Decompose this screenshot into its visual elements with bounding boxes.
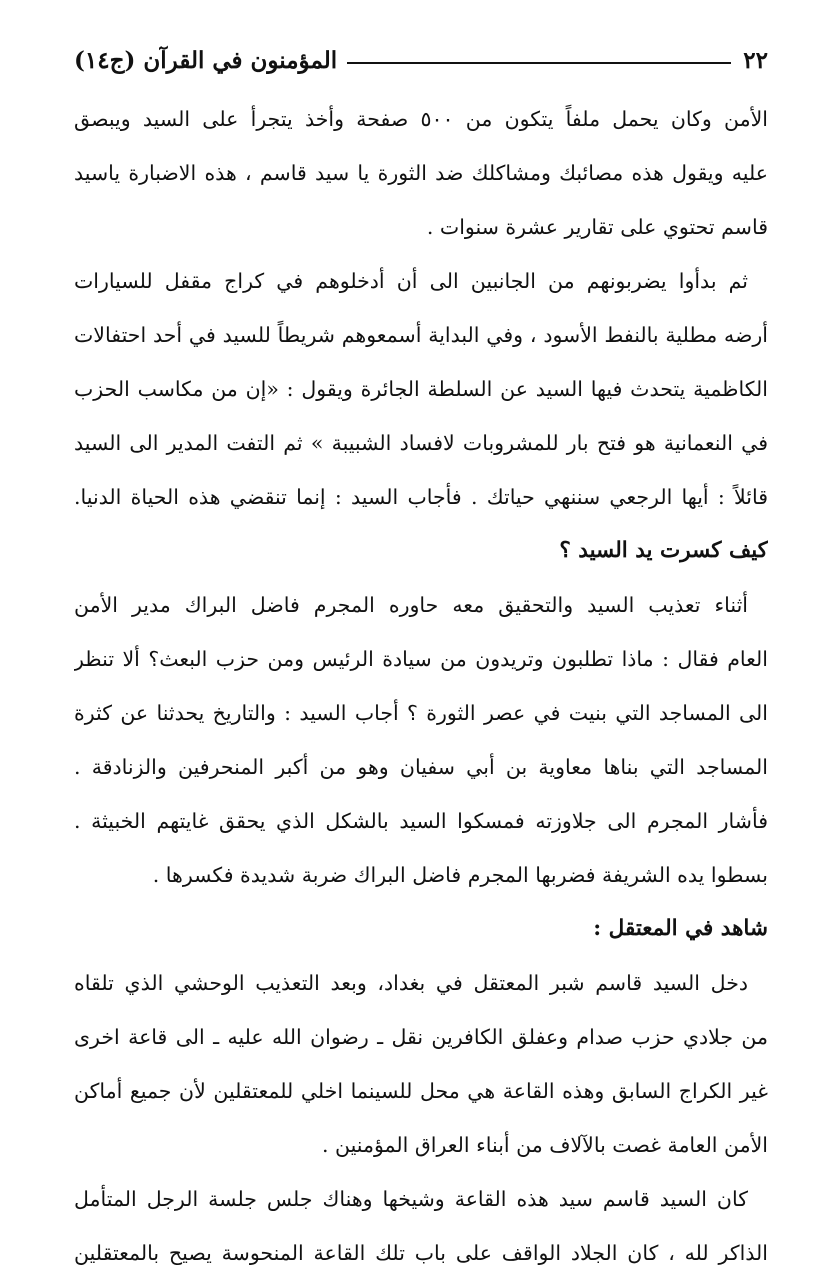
text-line: الأمن العامة غصت بالآلاف من أبناء العراق المؤمنين . — [321, 1133, 768, 1157]
section-heading: شاهد في المعتقل : — [593, 916, 768, 941]
text-line: غير الكراج السابق وهذه القاعة هي محل للسينما اخلي للمعتقلين لأن جميع أماكن — [74, 1079, 768, 1103]
text-line: أرضه مطلية بالنفط الأسود ، وفي البداية أسمعوهم شريطاً للسيد في أحد احتفالات — [74, 323, 768, 347]
text-line: قائلاً : أيها الرجعي سننهي حياتك . فأجاب السيد : إنما تنقضي هذه الحياة الدنيا. — [74, 485, 768, 509]
text-line: في النعمانية هو فتح بار للمشروبات لافساد الشبيبة » ثم التفت المدير الى السيد — [74, 431, 768, 455]
section-heading: كيف كسرت يد السيد ؟ — [559, 538, 768, 563]
text-line: فأشار المجرم الى جلاوزته فمسكوا السيد بالشكل الذي يحقق غايتهم الخبيثة . — [74, 809, 768, 833]
running-title: المؤمنون في القرآن (ج١٤) — [74, 46, 338, 74]
text-line: الأمن وكان يحمل ملفاً يتكون من ٥٠٠ صفحة وأخذ يتجرأ على السيد ويبصق — [74, 107, 768, 131]
header-rule — [347, 62, 731, 64]
text-line: عليه ويقول هذه مصائبك ومشاكلك ضد الثورة يا سيد قاسم ، هذه الاضبارة ياسيد — [74, 161, 768, 185]
text-line: كان السيد قاسم سيد هذه القاعة وشيخها وهناك جلس جلسة الرجل المتأمل — [74, 1187, 748, 1211]
text-line: المساجد التي بناها معاوية بن أبي سفيان وهو من أكبر المنحرفين والزنادقة . — [74, 755, 768, 779]
text-line: الكاظمية يتحدث فيها السيد عن السلطة الجائرة ويقول : «إن من مكاسب الحزب — [74, 377, 768, 401]
text-line: بسطوا يده الشريفة فضربها المجرم فاضل البراك ضربة شديدة فكسرها . — [152, 863, 768, 887]
text-line: دخل السيد قاسم شبر المعتقل في بغداد، وبعد التعذيب الوحشي الذي تلقاه — [74, 971, 748, 995]
text-line: ثم بدأوا يضربونهم من الجانبين الى أن أدخلوهم في كراج مقفل للسيارات — [74, 269, 748, 293]
text-line: قاسم تحتوي على تقارير عشرة سنوات . — [426, 215, 768, 239]
text-line: الى المساجد التي بنيت في عصر الثورة ؟ أجاب السيد : والتاريخ يحدثنا عن كثرة — [74, 701, 768, 725]
text-line: أثناء تعذيب السيد والتحقيق معه حاوره المجرم فاضل البراك مدير الأمن — [74, 593, 748, 617]
page-header — [74, 40, 768, 80]
text-line: من جلادي حزب صدام وعفلق الكافرين نقل ـ رضوان الله عليه ـ الى قاعة اخرى — [74, 1025, 768, 1049]
body-text — [74, 92, 768, 1280]
page-number: ٢٢ — [743, 46, 768, 74]
text-line: الذاكر لله ، كان الجلاد الواقف على باب تلك القاعة المنحوسة يصيح بالمعتقلين — [74, 1241, 768, 1265]
text-line: العام فقال : ماذا تطلبون وتريدون من سيادة الرئيس ومن حزب البعث؟ ألا تنظر — [74, 647, 768, 671]
